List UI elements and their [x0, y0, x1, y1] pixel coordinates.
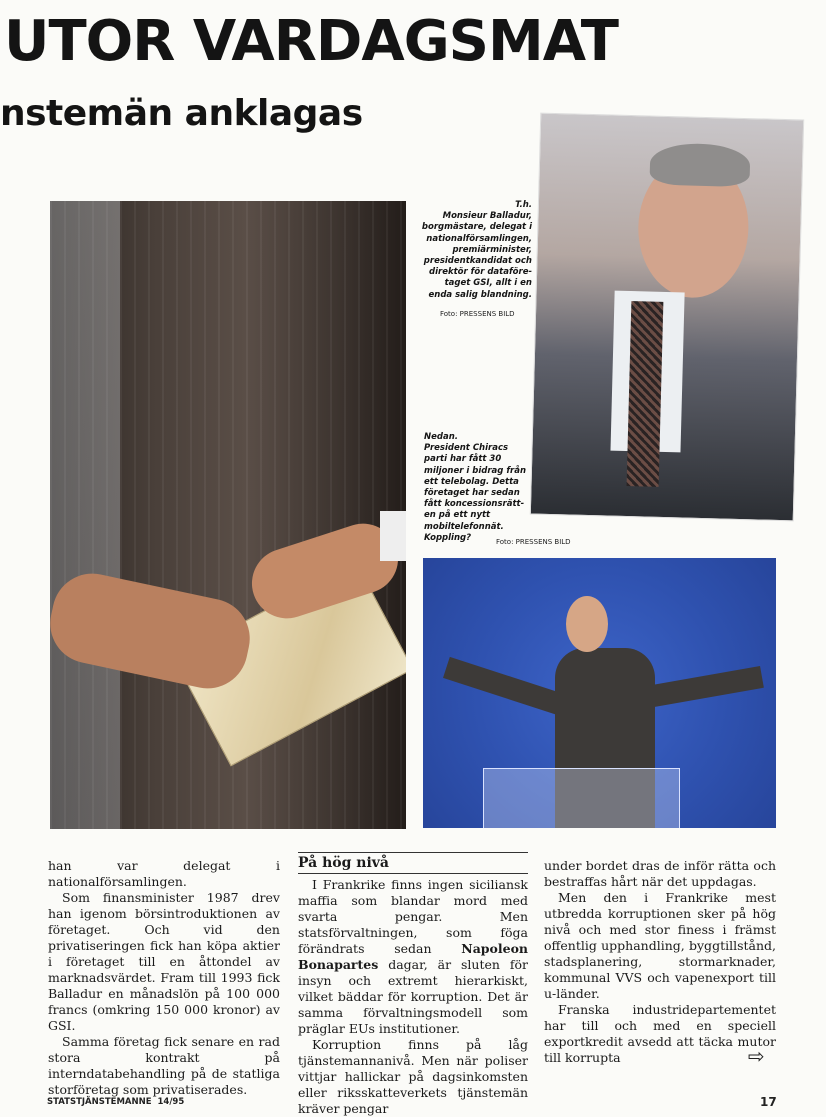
right-arrow-icon: ⇨ [748, 1044, 765, 1068]
photo-hands-with-money [50, 201, 406, 829]
article-column-3 [544, 858, 776, 1066]
footer-publication [47, 1097, 184, 1107]
bold-name: Napoleon Bonapartes [298, 941, 528, 972]
paragraph: han var delegat i nationalförsamlingen. [48, 858, 280, 889]
paragraph: Men den i Frankrike mest utbredda korruptionen sker på hög nivå och med stor finess i främst offentlig upphandling, byggtillstånd, stadsplanering, stormarknader, kommunal VVS och vapenexport till u-länder. [544, 890, 776, 1001]
paragraph-text: dagar, är sluten för insyn och extremt hierarkiskt, vilket bäddar för korruption. Det är samma förvaltningsmodell som präglar EUs institutioner. [298, 957, 528, 1036]
photo-chirac [423, 558, 776, 828]
paragraph-text: I Frankrike finns ingen siciliansk maffia som blandar mord med svarta pengar. Men statsförvaltningen, som föga förändrats sedan [298, 877, 528, 956]
caption-balladur: T.h. Monsieur Balladur, borgmästare, delegat i nationalförsamlingen, premiärminister, presidentkandidat och direktör för dataföre- taget GSI, allt i en enda salig blandning. [421, 200, 532, 300]
headline-line-2: nstemän anklagas [0, 93, 363, 134]
paragraph: under bordet dras de inför rätta och bestraffas hårt när det uppdagas. [544, 858, 776, 889]
paragraph [298, 877, 528, 1037]
page-number: 17 [760, 1095, 777, 1109]
paragraph: Franska industridepartementet har till och med en speciell exportkredit avsedd att täcka mutor till korrupta [544, 1002, 776, 1065]
caption-chirac: Nedan. President Chiracs parti har fått 30 miljoner i bidrag från ett telebolag. Detta företaget har sedan fått koncessionsrätt- en på ett nytt mobiltelefonnät. Koppling? [424, 432, 527, 543]
article-column-1 [48, 858, 280, 1098]
issue-number: 14/95 [157, 1097, 185, 1107]
photo-balladur [530, 113, 804, 522]
photo-credit-chirac: Foto: PRESSENS BILD [496, 538, 571, 546]
section-subhead: På hög nivå [298, 852, 528, 874]
publication-name: STATSTJÄNSTEMANNE [47, 1097, 152, 1107]
paragraph: Korruption finns på låg tjänstemannanivå. Men när poliser vittjar hallickar på dagsinkomsten eller riksskatteverkets tjänstemän kräver pengar [298, 1037, 528, 1116]
paragraph: Som finansminister 1987 drev han igenom börsintroduktionen av företaget. Och vid den privatiseringen fick han köpa aktier i företaget till en åttondel av marknadsvärdet. Fram till 1993 fick Balladur en månadslön på 100 000 francs (omkring 150 000 kronor) av GSI. [48, 890, 280, 1033]
article-column-2 [298, 852, 528, 1117]
paragraph: Samma företag fick senare en rad stora kontrakt på interndatabehandling på de statliga storföretag som privatiserades. [48, 1034, 280, 1097]
headline-line-1: UTOR VARDAGSMAT [4, 9, 618, 74]
photo-credit-balladur: Foto: PRESSENS BILD [440, 310, 515, 318]
